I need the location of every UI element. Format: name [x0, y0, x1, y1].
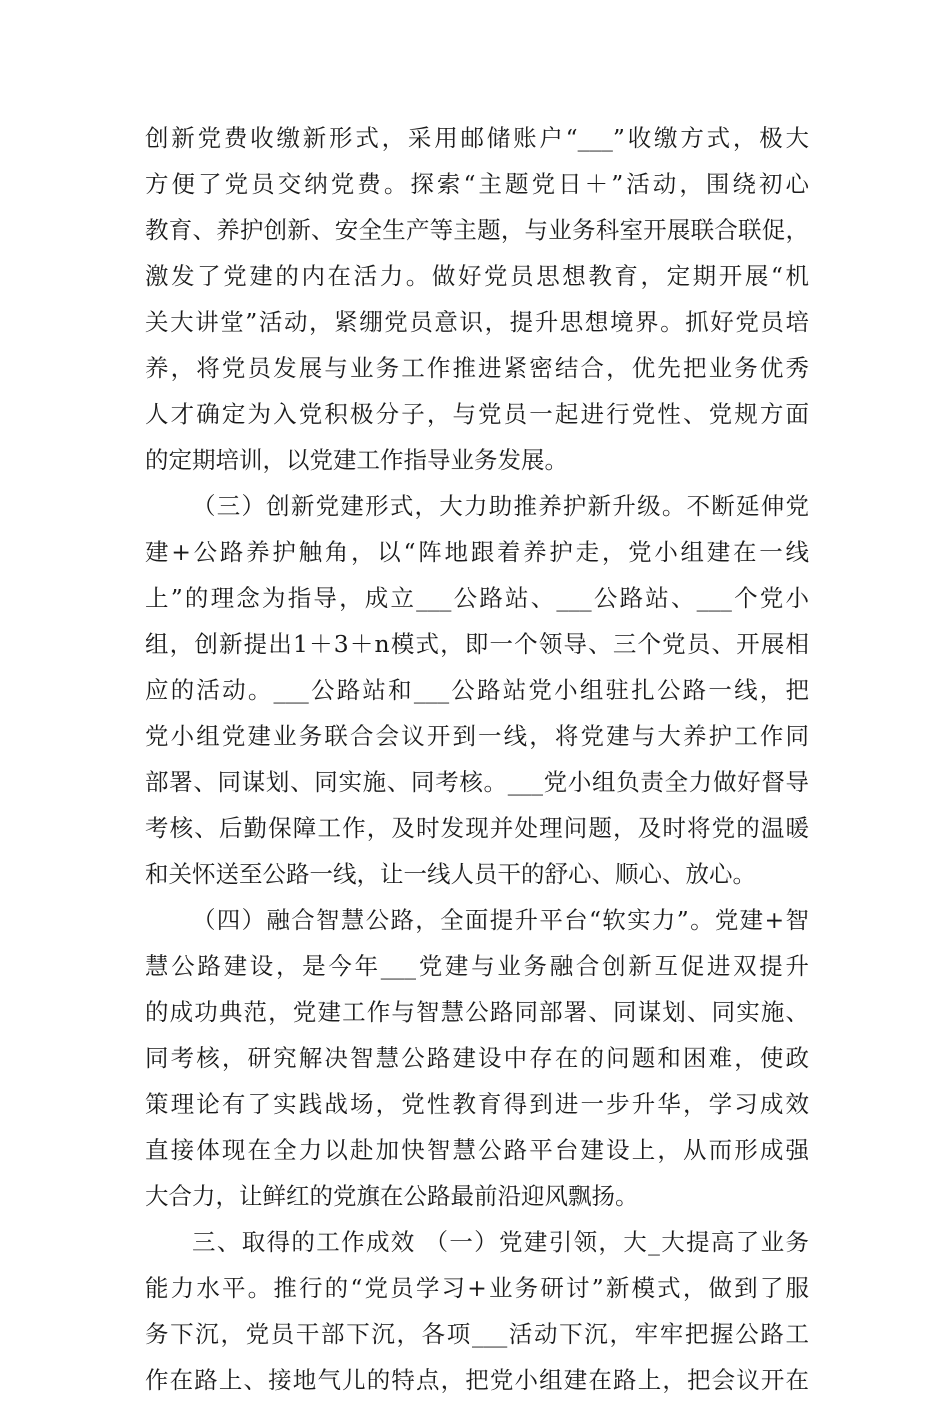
text-line: 关大讲堂”活动，紧绷党员意识，提升思想境界。抓好党员培: [145, 308, 809, 336]
text-line: 直接体现在全力以赴加快智慧公路平台建设上，从而形成强: [145, 1136, 809, 1164]
text-line: 部署、同谋划、同实施、同考核。___党小组负责全力做好督导: [145, 768, 809, 796]
text-line: 应的活动。___公路站和___公路站党小组驻扎公路一线，把: [145, 676, 809, 704]
text-line: 创新党费收缴新形式，采用邮储账户“___”收缴方式，极大: [145, 124, 809, 152]
text-line: 激发了党建的内在活力。做好党员思想教育，定期开展“机: [145, 262, 809, 290]
text-line: （三）创新党建形式，大力助推养护新升级。不断延伸党: [192, 492, 809, 520]
text-line: 党小组党建业务联合会议开到一线，将党建与大养护工作同: [145, 722, 809, 750]
text-line: 三、取得的工作成效 （一）党建引领，大_大提高了业务: [192, 1228, 809, 1256]
text-line: 大合力，让鲜红的党旗在公路最前沿迎风飘扬。: [145, 1182, 639, 1210]
text-line: 组，创新提出1＋3＋n模式，即一个领导、三个党员、开展相: [145, 630, 809, 658]
text-line: 能力水平。推行的“党员学习+业务研讨”新模式，做到了服: [145, 1274, 809, 1302]
text-line: 上”的理念为指导，成立___公路站、___公路站、___个党小: [145, 584, 809, 612]
text-line: 同考核，研究解决智慧公路建设中存在的问题和困难，使政: [145, 1044, 809, 1072]
text-line: 考核、后勤保障工作，及时发现并处理问题，及时将党的温暖: [145, 814, 809, 842]
text-line: 和关怀送至公路一线，让一线人员干的舒心、顺心、放心。: [145, 860, 756, 888]
text-line: 方便了党员交纳党费。探索“主题党日＋”活动，围绕初心: [145, 170, 809, 198]
text-line: 的成功典范，党建工作与智慧公路同部署、同谋划、同实施、: [145, 998, 809, 1026]
text-line: 策理论有了实践战场，党性教育得到进一步升华，学习成效: [145, 1090, 809, 1118]
text-line: 人才确定为入党积极分子，与党员一起进行党性、党规方面: [145, 400, 809, 428]
text-line: 教育、养护创新、安全生产等主题，与业务科室开展联合联促，: [145, 216, 809, 244]
text-line: 务下沉，党员干部下沉，各项___活动下沉，牢牢把握公路工: [145, 1320, 809, 1348]
text-line: 建+公路养护触角，以“阵地跟着养护走，党小组建在一线: [145, 538, 809, 566]
document-body: [145, 115, 809, 1403]
text-line: 养，将党员发展与业务工作推进紧密结合，优先把业务优秀: [145, 354, 809, 382]
text-line: 慧公路建设，是今年___党建与业务融合创新互促进双提升: [145, 952, 809, 980]
text-line: 作在路上、接地气儿的特点，把党小组建在路上，把会议开在: [145, 1366, 809, 1394]
text-line: （四）融合智慧公路，全面提升平台“软实力”。党建+智: [192, 906, 809, 934]
text-line: 的定期培训，以党建工作指导业务发展。: [145, 446, 568, 474]
